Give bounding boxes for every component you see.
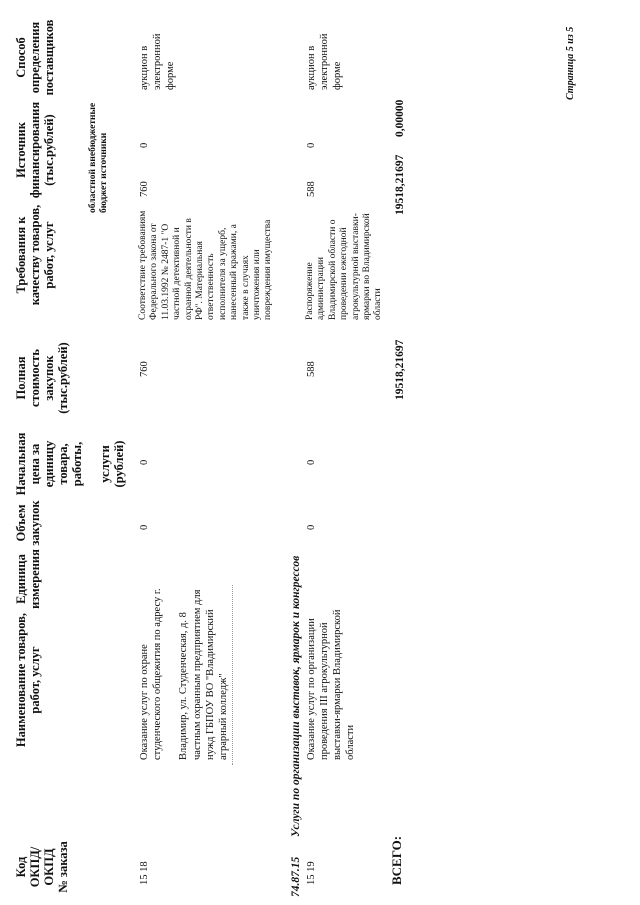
section-title: Услуги по организации выставок, ярмарок и конгрессов	[290, 555, 302, 837]
row-1-requirements: Соответствие требованиям Федерального закона от 11.03.1992 № 2487-1 "О частной детективной и охранной деятельности в РФ". Материальная ответственность исполнителя за ущерб, нанесенный кражами, а также в случаях уничтожения или повреждения имущества	[138, 210, 274, 320]
row-2-method: аукцион в электронной форме	[306, 33, 344, 90]
row-2-extra-budget: 0	[306, 142, 317, 148]
header-financing: Источник финансирования (тыс.рублей)	[14, 101, 56, 199]
row-1-volume: 0	[139, 524, 150, 530]
header-method: Способ определения поставщиков	[14, 19, 56, 96]
row-2-code: 15 19	[306, 861, 317, 885]
row-2-unit-price: 0	[306, 459, 317, 465]
section-code: 74.87.15	[290, 856, 302, 897]
row-2-volume: 0	[306, 524, 317, 530]
row-1-total-cost: 760	[139, 361, 150, 377]
row-1-name: Оказание услуг по охране студенческого общежития по адресу г. Владимир, ул. Студенческая, д. 8 частным охранным предприятием для нужд ГБПОУ ВО "Владимирский аграрный колледж"	[139, 588, 229, 760]
row-1-method: аукцион в электронной форме	[139, 33, 177, 90]
totals-extra-budget: 0,00000	[394, 99, 406, 137]
row-1-code: 15 18	[139, 861, 150, 885]
row-1-extra-budget: 0	[139, 142, 150, 148]
row-2-requirements: Распоряжение администрации Владимирской области о проведении ежегодной агрокультурной выставки- ярмарки во Владимирской области	[305, 213, 384, 320]
page-number: Страница 5 из 5	[565, 26, 576, 100]
totals-budget: 19518,21697	[394, 154, 406, 215]
header-volume: Объем закупок	[14, 500, 42, 546]
header-requirements: Требования к качеству товаров, работ, услуг	[14, 204, 56, 306]
row-2-total-cost: 588	[306, 361, 317, 377]
header-financing-sub: областной внебюджетные бюджет источники	[88, 102, 110, 213]
row-2-budget: 588	[306, 181, 317, 197]
header-unit-price: Начальная цена за единицу товара, работы, услуги (рублей)	[14, 432, 126, 496]
row-1-unit-price: 0	[139, 459, 150, 465]
row-1-budget: 760	[139, 181, 150, 197]
header-unit: Единица измерения	[14, 549, 42, 609]
row-divider	[232, 585, 233, 765]
header-code: Код ОКПД/ ОКПД № заказа	[14, 841, 70, 893]
header-name: Наименование товаров, работ, услуг	[14, 612, 42, 748]
totals-total-cost: 19518,21697	[394, 339, 406, 400]
header-total-cost: Полная стоимость закупок (тыс.рублей)	[14, 342, 70, 414]
totals-label: ВСЕГО:	[389, 835, 404, 885]
row-2-name: Оказание услуг по организации проведения III агрокультурной выставки-ярмарки Владимирской области	[306, 609, 357, 760]
